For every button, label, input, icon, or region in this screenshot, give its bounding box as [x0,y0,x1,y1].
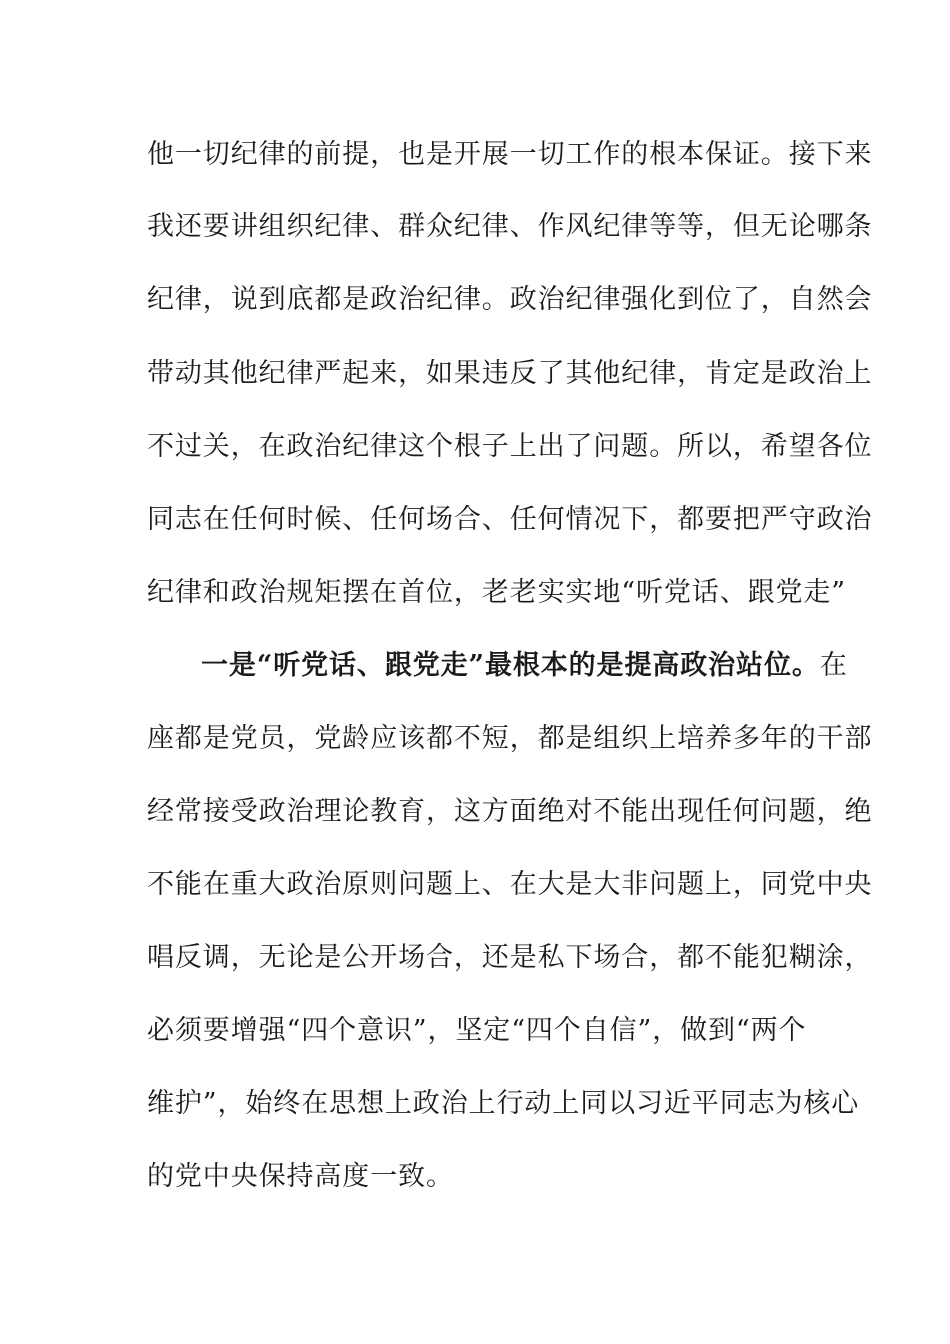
paragraph-2-line-8: 的党中央保持高度一致。 [147,1161,454,1192]
paragraph-2-first-rest: 在 [819,650,848,681]
paragraph-1-line-3: 纪律，说到底都是政治纪律。政治纪律强化到位了，自然会 [147,284,873,315]
paragraph-1-line-2: 我还要讲组织纪律、群众纪律、作风纪律等等，但无论哪条 [147,211,873,242]
paragraph-2-line-6: 必须要增强“四个意识”，坚定“四个自信”，做到“两个 [147,1015,807,1046]
paragraph-1-line-5: 不过关，在政治纪律这个根子上出了问题。所以，希望各位 [147,431,873,462]
paragraph-2-line-2: 座都是党员，党龄应该都不短，都是组织上培养多年的干部 [147,723,873,754]
paragraph-1-line-7: 纪律和政治规矩摆在首位，老老实实地“听党话、跟党走” [147,577,847,608]
paragraph-2-line-4: 不能在重大政治原则问题上、在大是大非问题上，同党中央 [147,869,873,900]
paragraph-2-line-5: 唱反调，无论是公开场合，还是私下场合，都不能犯糊涂， [147,942,873,973]
paragraph-2-line-3: 经常接受政治理论教育，这方面绝对不能出现任何问题，绝 [147,796,873,827]
paragraph-2-line-7: 维护”，始终在思想上政治上行动上同以习近平同志为核心 [147,1088,860,1119]
paragraph-2-heading: 一是“听党话、跟党走”最根本的是提高政治站位。 [201,650,820,681]
paragraph-1-line-1: 他一切纪律的前提，也是开展一切工作的根本保证。接下来 [147,139,873,170]
paragraph-2-line-1 [201,648,848,684]
paragraph-1-line-4: 带动其他纪律严起来，如果违反了其他纪律，肯定是政治上 [147,358,873,389]
paragraph-1-line-6: 同志在任何时候、任何场合、任何情况下，都要把严守政治 [147,504,873,535]
